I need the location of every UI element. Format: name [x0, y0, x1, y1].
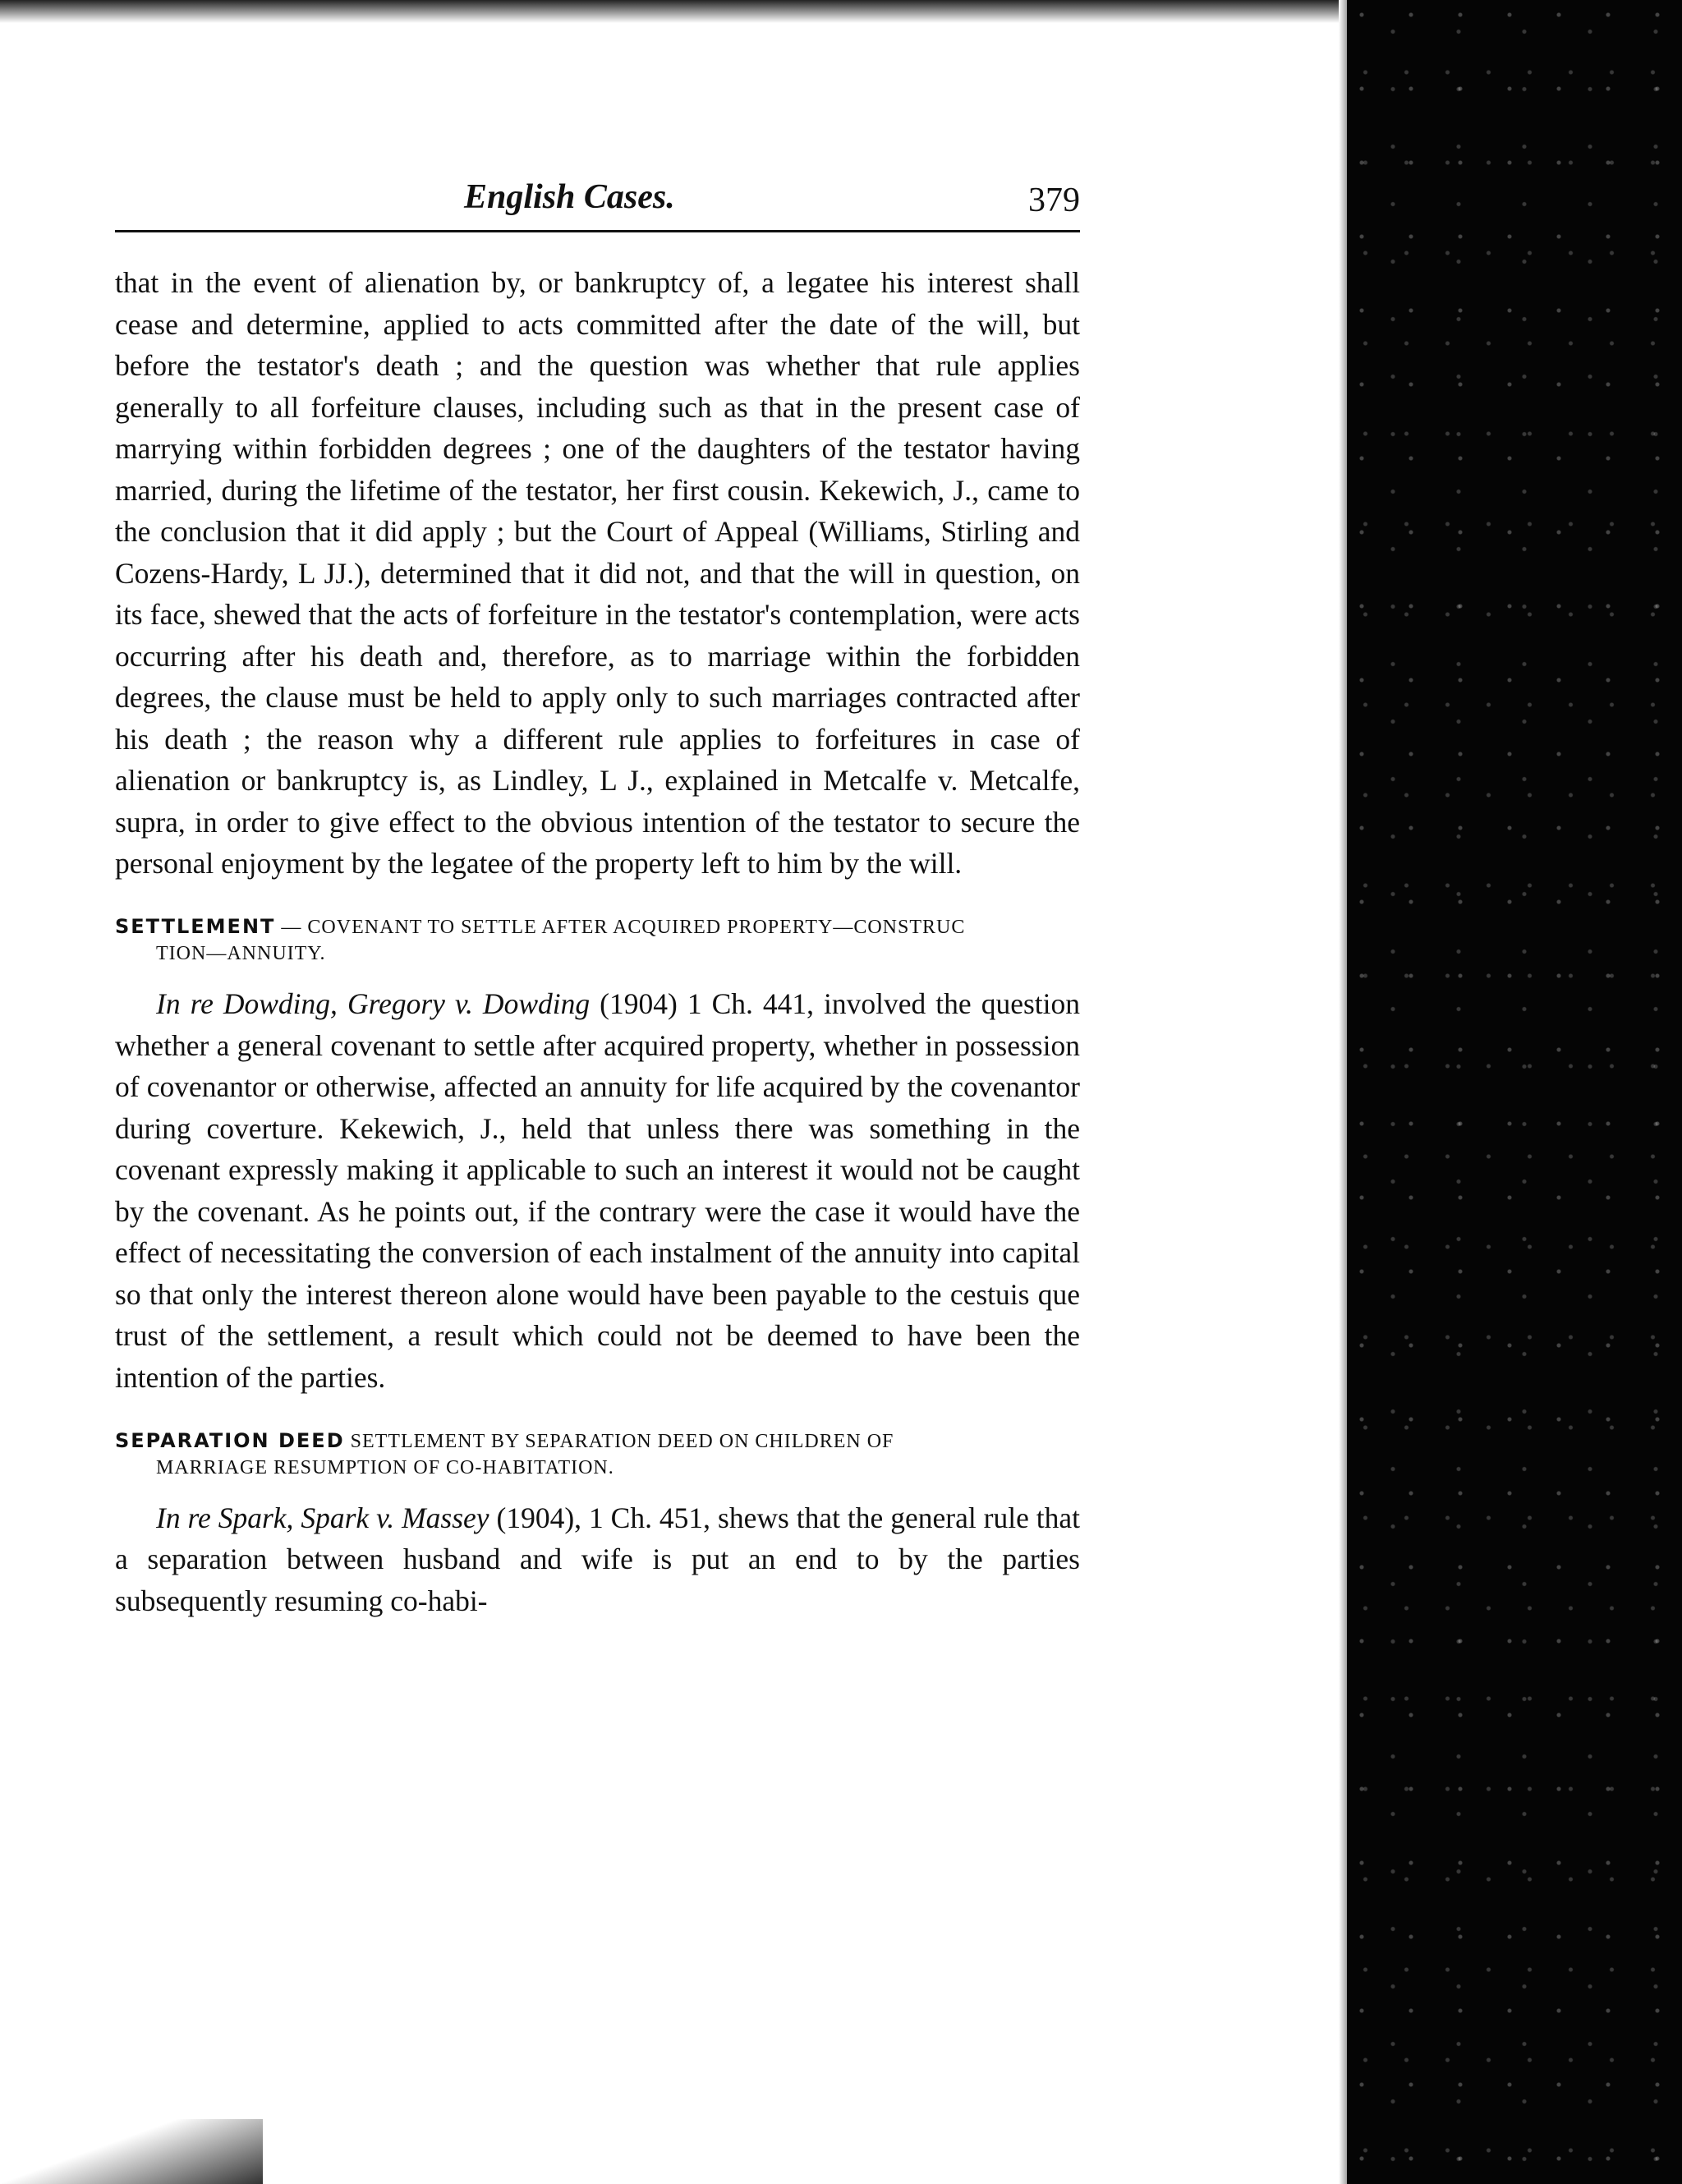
book-page [115, 172, 1080, 1651]
case-text: (1904) 1 Ch. 441, involved the question whether a general covenant to settle after acquired property, whether in possession of covenantor or otherwise, affected an annuity for life acquired by the covenantor during coverture. Kekewich, J., held that unless there was something in the covenant expressly making it applicable to such an interest it would not be caught by the covenant. As he points out, if the contrary were the case it would have the effect of necessitating the conversion of each instalment of the annuity into capital so that only the interest thereon alone would have been payable to the cestuis que trust of the settlement, a result which could not be deemed to have been the intention of the parties. [115, 987, 1080, 1394]
section-heading-bold: SEPARATION DEED [115, 1428, 345, 1452]
running-title: English Cases. [464, 178, 675, 216]
case-title: In re Dowding, Gregory v. Dowding [156, 987, 591, 1020]
section-separation-deed [115, 1428, 1080, 1622]
continued-paragraph: that in the event of alienation by, or bankruptcy of, a legatee his interest shall cease and determine, applied to acts committed after the date of the will, but before the testator's death ; and the question was whether that rule applies generally to all forfeiture clauses, including such as that in the present case of marrying within forbidden degrees ; one of the daughters of the testator having married, during the lifetime of the testator, her first cousin. Kekewich, J., came to the conclusion that it did apply ; but the Court of Appeal (Williams, Stirling and Cozens-Hardy, L JJ.), determined that it did not, and that the will in question, on its face, shewed that the acts of forfeiture in the testator's contemplation, were acts occurring after his death and, therefore, as to marriage within the forbidden degrees, the clause must be held to apply only to such marriages contracted after his death ; the reason why a different rule applies to forfeitures in case of alienation or bankruptcy is, as Lindley, L J., explained in Metcalfe v. Metcalfe, supra, in order to give effect to the obvious intention of the testator to secure the personal enjoyment by the legatee of the property left to him by the will. [115, 266, 1080, 880]
section-heading-bold: SETTLEMENT [115, 915, 276, 938]
case-paragraph [115, 983, 1080, 1398]
section-heading [115, 1428, 1080, 1481]
case-paragraph [115, 1497, 1080, 1622]
book-spine-shadow [1347, 0, 1682, 2184]
section-heading [115, 913, 1080, 967]
page-number: 379 [1028, 182, 1080, 219]
case-text: (1904), 1 Ch. 451, shews that the general rule that a separation between husband and wife is put an end to by the parties subsequently resuming co-habi- [115, 1501, 1081, 1617]
case-title: In re Spark, Spark v. Massey [156, 1501, 489, 1534]
section-settlement [115, 913, 1080, 1398]
section-heading-subject: SETTLEMENT BY SEPARATION DEED ON CHILDREN OF [350, 1430, 894, 1452]
section-heading-continuation: TION—ANNUITY. [156, 943, 326, 964]
section-heading-continuation: MARRIAGE RESUMPTION OF CO-HABITATION. [156, 1456, 614, 1478]
page-header [115, 172, 1080, 232]
scan-bottom-shadow [0, 2119, 263, 2184]
section-heading-subject: — COVENANT TO SETTLE AFTER ACQUIRED PROPERTY—CONSTRUC [281, 917, 966, 938]
scan-top-shadow [0, 0, 1396, 23]
